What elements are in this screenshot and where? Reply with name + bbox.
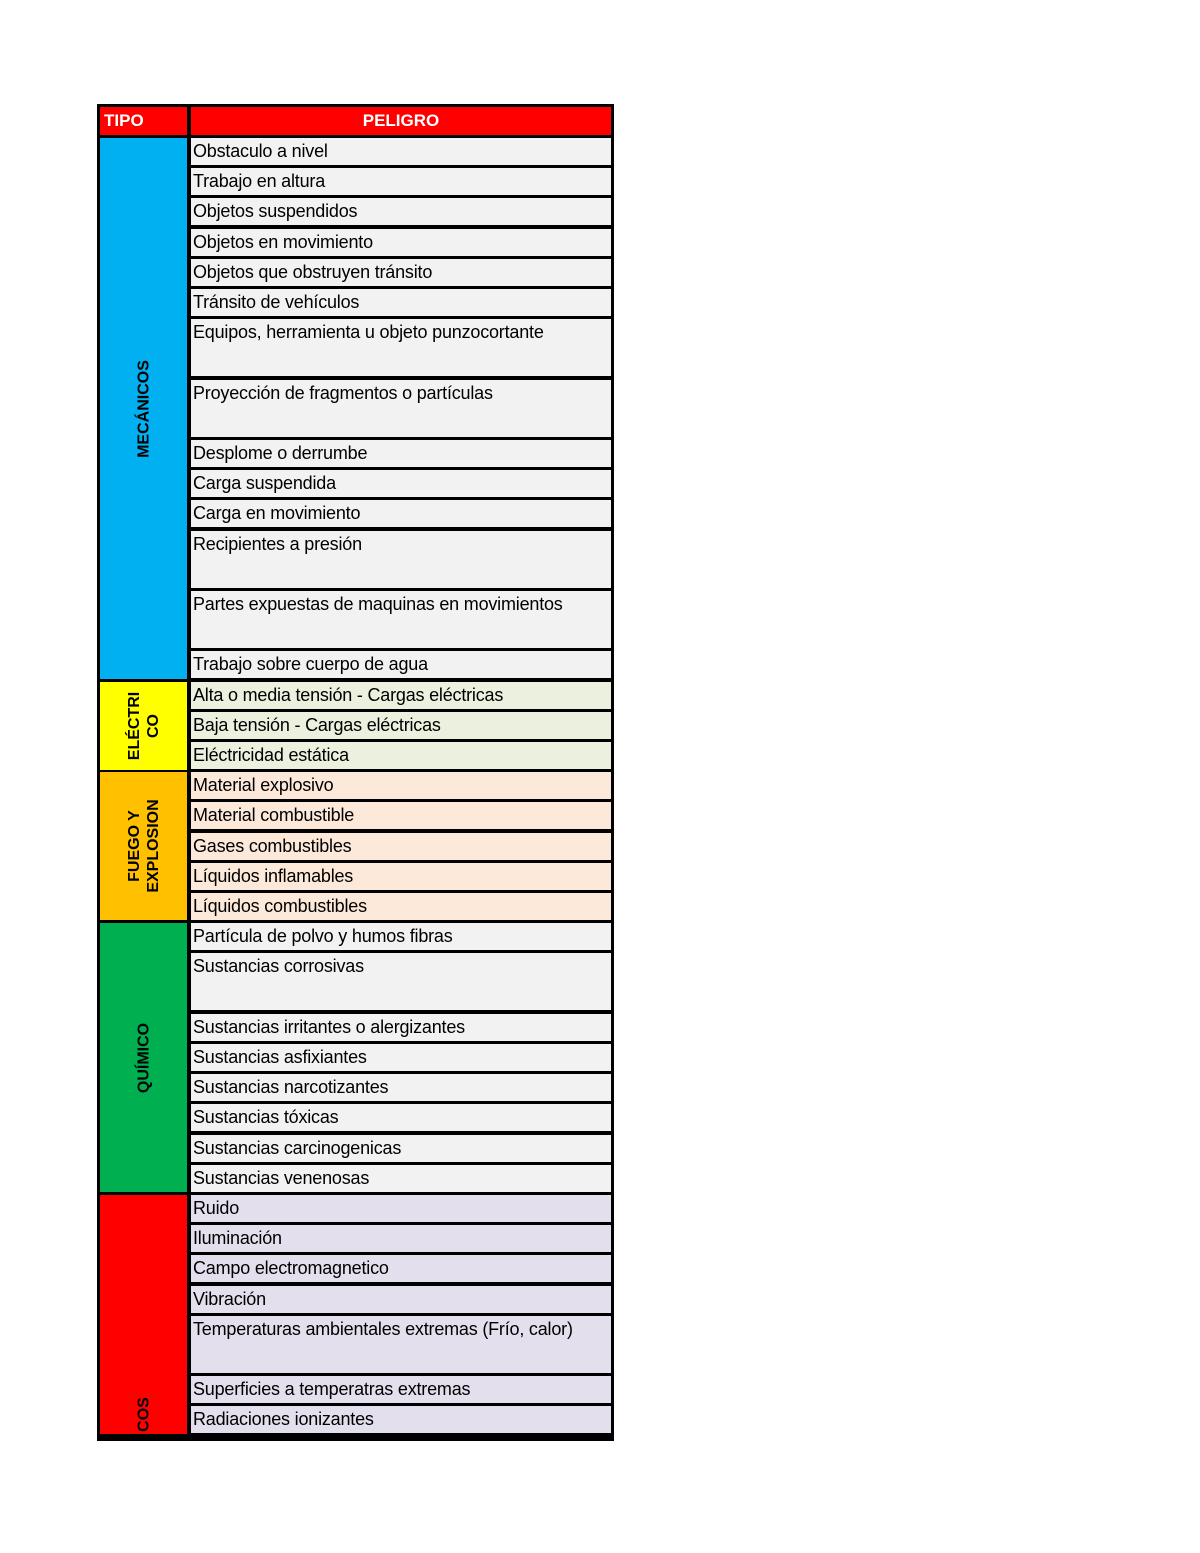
hazard-row: Desplome o derrumbe xyxy=(191,440,611,467)
hazard-row: Vibración xyxy=(191,1286,611,1313)
hazard-row: Obstaculo a nivel xyxy=(191,138,611,165)
hazard-row: Partícula de polvo y humos fibras xyxy=(191,923,611,950)
hazard-row: Gases combustibles xyxy=(191,833,611,860)
hazard-row: Tránsito de vehículos xyxy=(191,289,611,316)
header-peligro: PELIGRO xyxy=(191,107,611,135)
hazard-row: Campo electromagnetico xyxy=(191,1255,611,1282)
tipo-category-cell xyxy=(100,772,187,920)
hazard-row: Baja tensión - Cargas eléctricas xyxy=(191,712,611,739)
hazard-row: Material combustible xyxy=(191,802,611,829)
hazard-row: Ruido xyxy=(191,1195,611,1222)
tipo-category-cell xyxy=(100,138,187,679)
hazard-row: Sustancias tóxicas xyxy=(191,1104,611,1131)
hazard-row: Sustancias irritantes o alergizantes xyxy=(191,1014,611,1041)
hazard-table xyxy=(97,104,614,1441)
hazard-row: Sustancias carcinogenicas xyxy=(191,1135,611,1162)
hazard-row: Objetos que obstruyen tránsito xyxy=(191,259,611,286)
hazard-row: Equipos, herramienta u objeto punzocortante xyxy=(191,319,611,376)
hazard-row: Objetos suspendidos xyxy=(191,198,611,225)
tipo-category-label: MECÁNICOS xyxy=(135,359,152,458)
hazard-row: Objetos en movimiento xyxy=(191,229,611,256)
hazard-row: Carga suspendida xyxy=(191,470,611,497)
hazard-row: Sustancias corrosivas xyxy=(191,953,611,1010)
hazard-row: Carga en movimiento xyxy=(191,500,611,527)
hazard-row: Temperaturas ambientales extremas (Frío, calor) xyxy=(191,1316,611,1373)
hazard-row: Alta o media tensión - Cargas eléctricas xyxy=(191,682,611,709)
hazard-row: Trabajo en altura xyxy=(191,168,611,195)
hazard-row: Eléctricidad estática xyxy=(191,742,611,769)
header-tipo: TIPO xyxy=(100,107,187,135)
hazard-row: Proyección de fragmentos o partículas xyxy=(191,380,611,437)
hazard-row: Trabajo sobre cuerpo de agua xyxy=(191,651,611,678)
tipo-category-label: ELÉCTRI CO xyxy=(125,691,162,761)
tipo-category-cell xyxy=(100,1195,187,1434)
tipo-category-label: QUÍMICO xyxy=(135,1022,152,1093)
hazard-row: Radiaciones ionizantes xyxy=(191,1406,611,1433)
hazard-row: Superficies a temperatras extremas xyxy=(191,1376,611,1403)
hazard-row: Sustancias narcotizantes xyxy=(191,1074,611,1101)
hazard-row: Sustancias venenosas xyxy=(191,1165,611,1192)
tipo-category-cell xyxy=(100,682,187,770)
hazard-row: Iluminación xyxy=(191,1225,611,1252)
tipo-category-label: COS xyxy=(135,1397,152,1432)
hazard-row: Líquidos combustibles xyxy=(191,893,611,920)
hazard-row: Sustancias asfixiantes xyxy=(191,1044,611,1071)
tipo-category-label: FUEGO Y EXPLOSION xyxy=(125,799,162,893)
hazard-row: Partes expuestas de maquinas en movimientos xyxy=(191,591,611,648)
hazard-row: Recipientes a presión xyxy=(191,531,611,588)
tipo-category-cell xyxy=(100,923,187,1192)
hazard-row: Material explosivo xyxy=(191,772,611,799)
hazard-row: Líquidos inflamables xyxy=(191,863,611,890)
